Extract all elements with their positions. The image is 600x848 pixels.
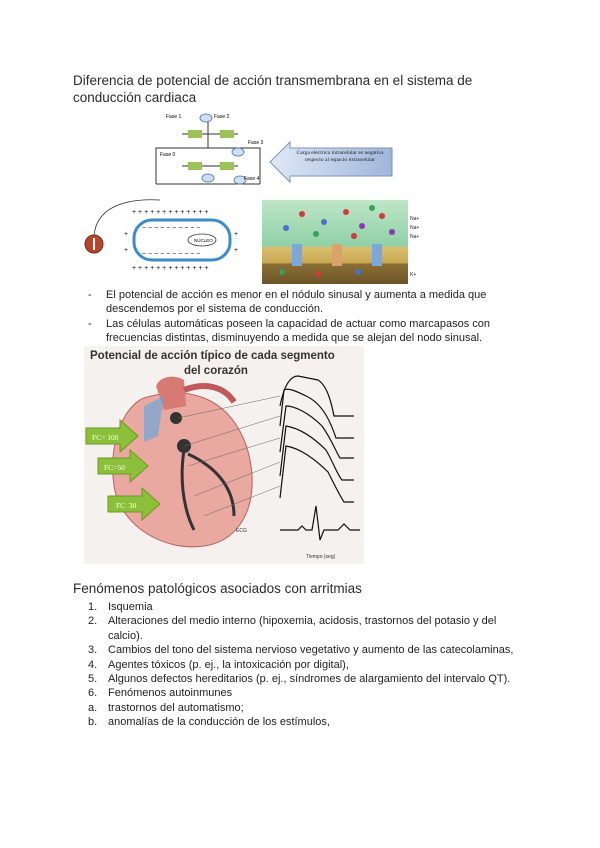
cell-membrane-figure: [80, 194, 240, 274]
phase-label: Fase 3: [248, 140, 264, 146]
list-marker: 3.: [88, 644, 98, 657]
list-item-text: Algunos defectos hereditarios (p. ej., síndromes de alargamiento del intervalo QT).: [108, 673, 511, 686]
arrow-label: FC= 100: [92, 433, 119, 442]
list-item-text: trastornos del automatismo;: [108, 701, 244, 714]
ecg-label: ECG: [236, 528, 247, 534]
list-item: [88, 672, 528, 686]
svg-text:+: +: [234, 231, 239, 238]
svg-text:+ + + + + + + + + + + + +: + + + + + + + + + + + + +: [132, 209, 209, 216]
charge-arrow-callout: [268, 140, 394, 184]
svg-text:− − − − − − − − − −: − − − − − − − − − −: [142, 251, 201, 258]
bullet-item: - El potencial de acción es menor en el nódulo sinusal y aumenta a medida que descendemos por el sistema de conducción.: [88, 289, 487, 316]
list-item-text: Agentes tóxicos (p. ej., la intoxicación por digital),: [108, 658, 349, 671]
time-axis-label: Tiempo (seg): [306, 554, 336, 560]
svg-text:− − − − − − − − − −: − − − − − − − − − −: [142, 225, 201, 232]
phase-label: Fase 4: [244, 176, 260, 182]
list-item: [88, 686, 528, 700]
list-item: [88, 715, 528, 729]
ion-label: Na+: [410, 225, 420, 231]
ion-channel-figure: [262, 200, 422, 284]
page-title: Diferencia de potencial de acción transmembrana en el sistema de conducción cardiaca: [73, 73, 473, 105]
list-marker: 1.: [88, 601, 98, 613]
list-item-text: Fenómenos autoinmunes: [108, 687, 233, 700]
list-item-text: Cambios del tono del sistema nervioso vegetativo y aumento de las catecolaminas,: [108, 644, 514, 657]
list-marker: 2.: [88, 615, 98, 628]
nucleus-label: NÚCLEO: [194, 238, 213, 243]
list-item-text: Isquemia: [108, 601, 153, 613]
arrow-callout-text: Carga eléctrica intracelular es negativa respecto al espacio extracelular: [296, 150, 384, 163]
heart-action-potential-figure: [84, 346, 364, 564]
ion-label: K+: [410, 272, 417, 278]
bullet-item: - Las células automáticas poseen la capacidad de actuar como marcapasos con frecuencias distintas, disminuyendo a medida que se alejan del nodo sinusal.: [88, 317, 491, 345]
list-marker: 6.: [88, 687, 98, 700]
svg-text:+: +: [124, 231, 129, 238]
figure-title-line1: Potencial de acción típico de cada segmento: [90, 350, 335, 362]
list-marker: a.: [88, 701, 98, 714]
figure-title-line2: del corazón: [184, 365, 248, 377]
list-item: [88, 600, 528, 614]
phase-label: Fase 0: [160, 152, 176, 158]
list-marker: 5.: [88, 673, 98, 686]
list-item: [88, 701, 528, 715]
ordered-list: [88, 600, 528, 730]
bullet-text: El potencial de acción es menor en el nódulo sinusal y aumenta a medida que descendemos por el sistema de conducción.: [106, 289, 487, 316]
phase-diagram-figure: [148, 108, 270, 194]
bullet-list: [88, 288, 518, 346]
svg-text:+: +: [124, 247, 129, 254]
arrow-label: FC=50: [104, 463, 125, 472]
list-item-text: Alteraciones del medio interno (hipoxemia, acidosis, trastornos del potasio y del calcio).: [108, 615, 497, 642]
list-item: [88, 614, 528, 643]
phase-label: Fase 1: [166, 114, 182, 120]
list-item: [88, 658, 528, 672]
list-item: [88, 643, 528, 657]
arrow-label: FC 30: [116, 501, 137, 510]
phase-label: Fase 2: [214, 114, 230, 120]
svg-text:+: +: [234, 247, 239, 254]
section-heading: Fenómenos patológicos asociados con arritmias: [73, 581, 362, 596]
list-marker: 4.: [88, 658, 98, 671]
bullet-text: Las células automáticas poseen la capacidad de actuar como marcapasos con frecuencias distintas, disminuyendo a medida que se alejan del nodo sinusal.: [106, 317, 491, 345]
list-marker: b.: [88, 716, 98, 729]
svg-text:+ + + + + + + + + + + + +: + + + + + + + + + + + + +: [132, 265, 209, 272]
ion-label: Na+: [410, 216, 420, 222]
ion-label: Na+: [410, 234, 420, 240]
list-item-text: anomalías de la conducción de los estímulos,: [108, 716, 330, 729]
